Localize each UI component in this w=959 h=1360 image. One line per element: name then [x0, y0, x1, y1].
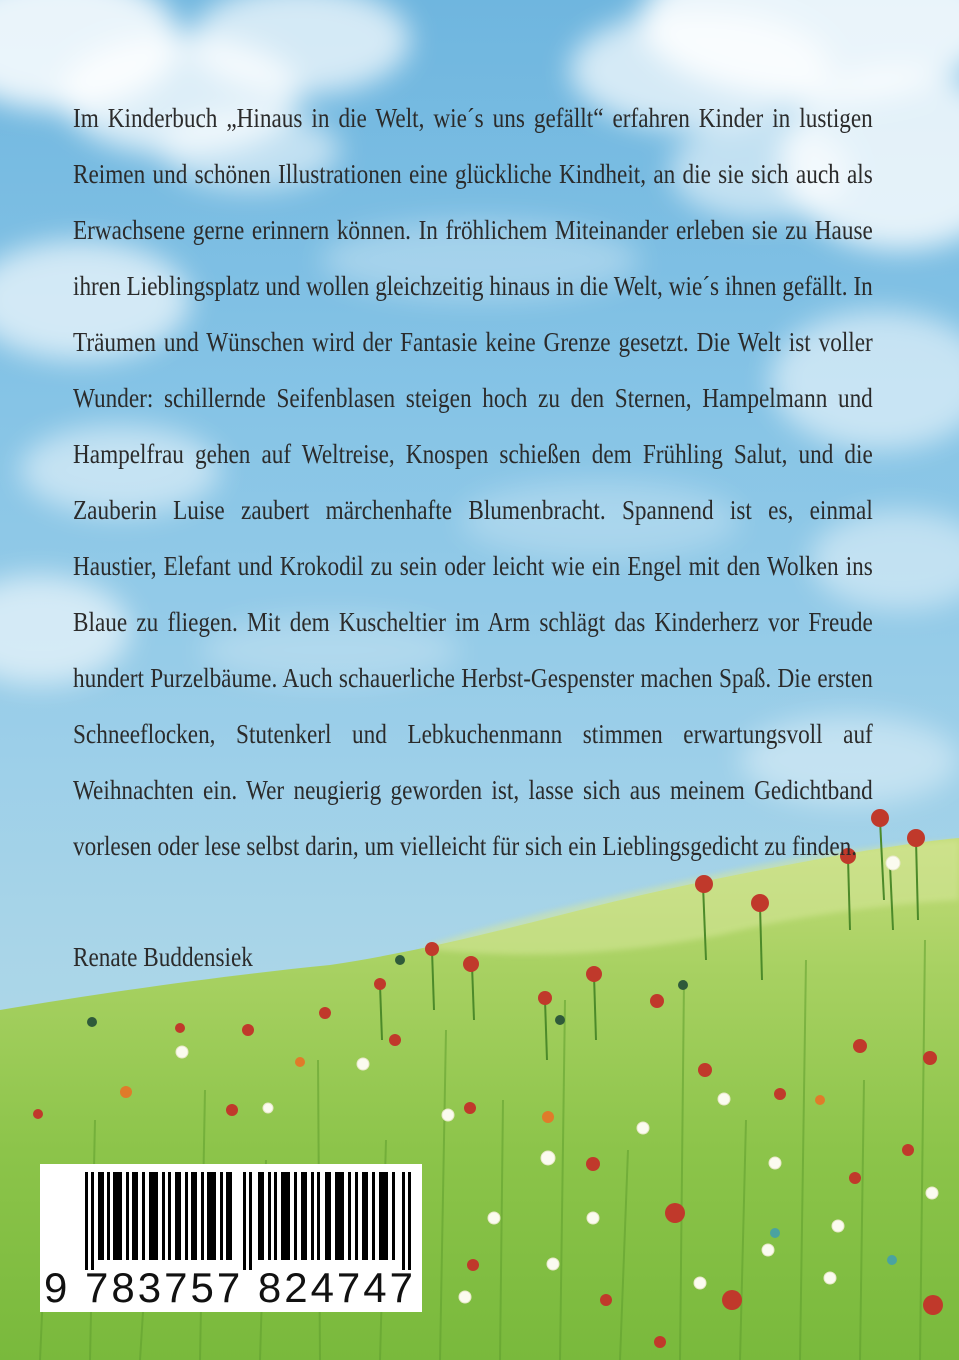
back-cover-blurb: [73, 90, 873, 874]
isbn-barcode: [40, 1164, 422, 1312]
blurb-text: Im Kinderbuch „Hinaus in die Welt, wie´s uns gefällt“ erfahren Kinder in lustigen Reimen und schönen Illustrationen eine glückliche Kindheit, an die sie sich auch als Erwachsene gerne erinnern können. In fröhlichem Miteinander erleben sie zu Hause ihren Lieblingsplatz und wollen gleichzeitig hinaus in die Welt, wie´s ihnen gefällt. In Träumen und Wünschen wird der Fantasie keine Grenze gesetzt. Die Welt ist voller Wunder: schillernde Seifenblasen steigen hoch zu den Sternen, Hampelmann und Hampelfrau gehen auf Weltreise, Knospen schießen dem Frühling Salut, und die Zauberin Luise zaubert märchenhafte Blumenbracht. Spannend ist es, einmal Haustier, Elefant und Krokodil zu sein oder leicht wie ein Engel mit den Wolken ins Blaue zu fliegen. Mit dem Kuscheltier im Arm schlägt das Kinderherz vor Freude hundert Purzelbäume. Auch schauerliche Herbst-Gespenster machen Spaß. Die ersten Schneeflocken, Stutenkerl und Lebkuchenmann stimmen erwartungsvoll auf Weihnachten ein. Wer neugierig geworden ist, lasse sich aus meinem Gedichtband vorlesen oder lese selbst darin, um vielleicht für sich ein Lieblingsgedicht zu finden.: [73, 103, 873, 861]
author-name: Renate Buddensiek: [73, 942, 253, 972]
isbn-digits: 9 783757 824747: [44, 1264, 416, 1311]
barcode-bars: [85, 1172, 415, 1270]
